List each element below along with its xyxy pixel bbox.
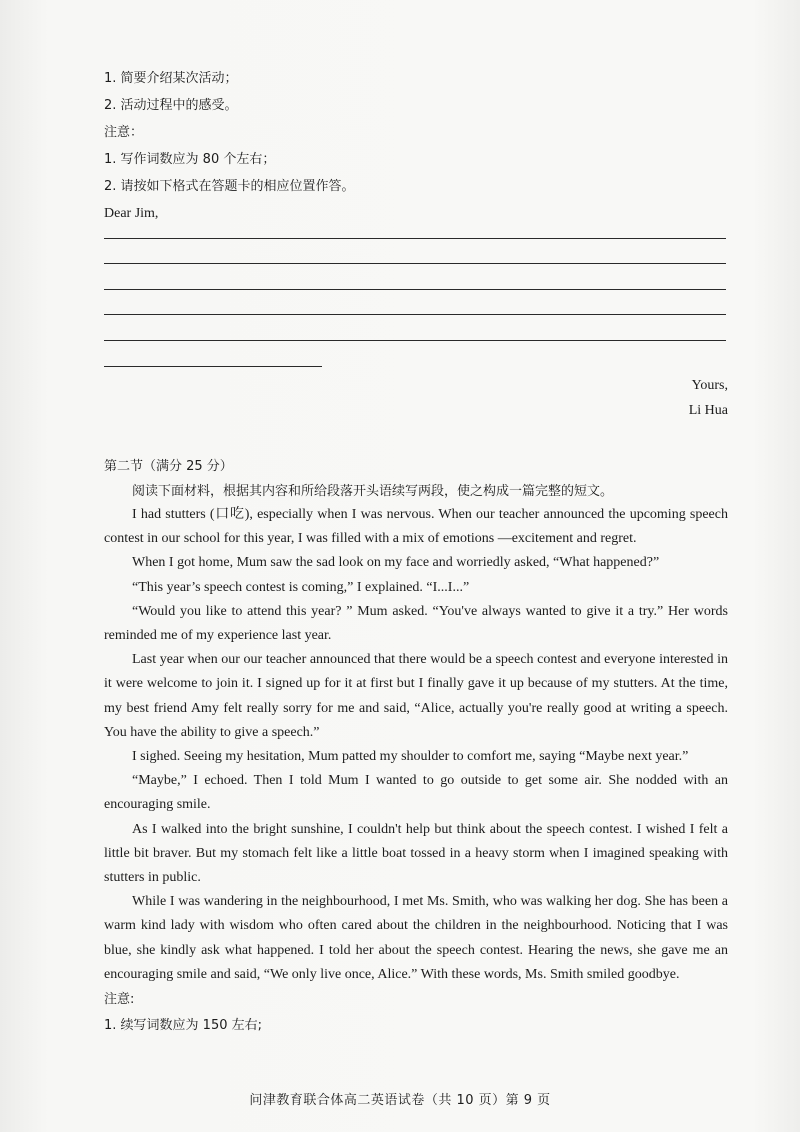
story-paragraph-7: “Maybe,” I echoed. Then I told Mum I wanted to go outside to get some air. She nodded with an encouraging smile.: [104, 773, 728, 813]
answer-line-5: [104, 340, 726, 341]
answer-line-4: [104, 314, 726, 315]
page-footer: 问津教育联合体高二英语试卷（共 10 页）第 9 页: [249, 1093, 551, 1108]
section-note-1: 1. 续写词数应为 150 左右;: [104, 1018, 262, 1034]
answer-line-6: [104, 366, 322, 367]
note-1: 1. 写作词数应为 80 个左右；: [104, 152, 276, 167]
story-paragraph-2: When I got home, Mum saw the sad look on my face and worriedly asked, “What happened?”: [132, 555, 660, 571]
note-2: 2. 请按如下格式在答题卡的相应位置作答。: [104, 179, 355, 194]
story-text: [104, 503, 728, 1039]
letter-salutation: Dear Jim,: [104, 206, 159, 221]
section-title: 第二节（满分 25 分）: [104, 459, 233, 474]
story-paragraph-4: “Would you like to attend this year? ” Mum asked. “You've always wanted to give it a try.” Her words reminded me of my experience last year.: [104, 603, 728, 644]
answer-line-3: [104, 289, 726, 290]
requirement-1: 1. 简要介绍某次活动；: [104, 71, 238, 86]
letter-closing: Yours,: [691, 378, 728, 393]
story-paragraph-6: I sighed. Seeing my hesitation, Mum patted my shoulder to comfort me, saying “Maybe next year.”: [132, 749, 689, 765]
story-paragraph-8: As I walked into the bright sunshine, I couldn't help but think about the speech contest. I wished I felt a little bit braver. But my stomach felt like a little boat tossed in a heavy storm when I imagined speaking with stutters in public.: [104, 821, 728, 886]
section-note-label: 注意:: [104, 992, 135, 1008]
answer-line-1: [104, 238, 726, 239]
section-instruction: 阅读下面材料，根据其内容和所给段落开头语续写两段，使之构成一篇完整的短文。: [132, 484, 614, 499]
story-paragraph-9: While I was wandering in the neighbourhood, I met Ms. Smith, who was walking her dog. She has been a warm kind lady with wisdom who often cared about the children in the neighbourhood. Noticing that I was blue, she kindly ask what happened. I told her about the speech contest. Hearing the news, she gave me an encouraging smile and said, “We only live once, Alice.” With these words, Ms. Smith smiled goodbye.: [104, 894, 728, 982]
story-paragraph-5: Last year when our our teacher announced that there would be a speech contest and everyone interested in it were welcome to join it. I signed up for it at first but I finally gave it up because of my stutters. At the time, my best friend Amy felt really sorry for me and said, “Alice, actually you're really good at writing a speech. You have the ability to give a speech.”: [104, 652, 728, 740]
requirement-2: 2. 活动过程中的感受。: [104, 98, 238, 113]
letter-signature: Li Hua: [688, 403, 728, 418]
story-paragraph-1: I had stutters (口吃), especially when I was nervous. When our teacher announced the upcoming speech contest in our school for this year, I was filled with a mix of emotions —excitement and regret.: [104, 507, 728, 547]
answer-line-2: [104, 263, 726, 264]
story-paragraph-3: “This year’s speech contest is coming,” I explained. “I...I...”: [132, 579, 470, 595]
note-label: 注意：: [104, 125, 144, 140]
